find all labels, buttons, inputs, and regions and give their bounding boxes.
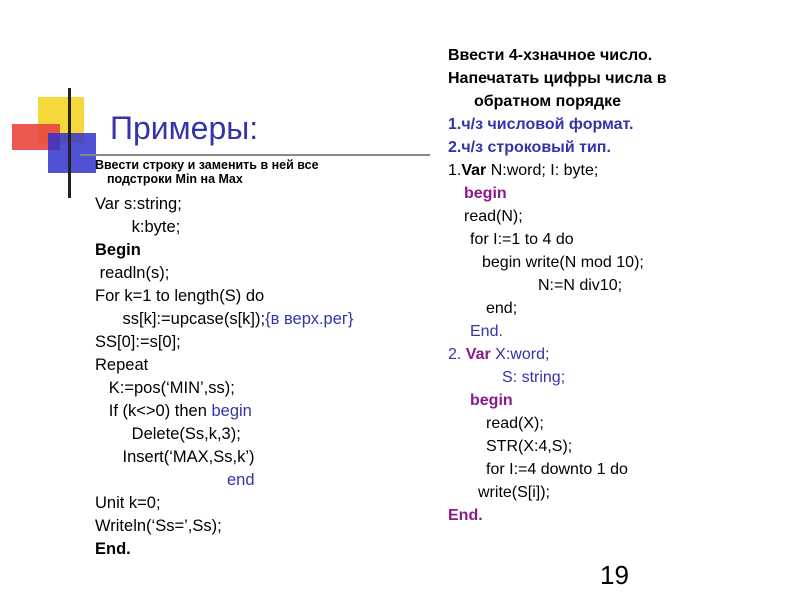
code-text: 2. [448, 346, 466, 363]
code-line: Begin [95, 241, 141, 259]
code-line: Repeat [95, 356, 149, 374]
code-comment: {в верх.рег} [265, 310, 354, 328]
code-line: S: string; [502, 369, 566, 386]
code-line: write(S[i]); [478, 484, 550, 501]
code-line [448, 343, 788, 366]
code-line: for I:=4 downto 1 do [486, 461, 628, 478]
code-line: begin write(N mod 10); [482, 254, 644, 271]
code-keyword: Var [465, 346, 491, 363]
slide-title: Примеры: [110, 110, 259, 146]
task-line-1: Ввести строку и заменить в ней все [95, 158, 319, 172]
task-description [95, 158, 319, 186]
code-line: STR(X:4,S); [486, 438, 573, 455]
code-line: end; [486, 300, 518, 317]
code-line: for I:=1 to 4 do [470, 231, 574, 248]
code-line: End. [448, 507, 483, 524]
code-line: Writeln(‘Ss=’,Ss); [95, 517, 222, 535]
code-text: N:word; I: byte; [486, 162, 599, 179]
code-line: end [227, 471, 255, 489]
code-line: Insert(‘MAX,Ss,k’) [95, 448, 255, 466]
code-line: Var s:string; [95, 195, 182, 213]
code-text: 1. [448, 162, 462, 179]
method-2: 2.ч/з строковый тип. [448, 139, 611, 156]
code-text: X:word; [490, 346, 550, 363]
right-text-block [448, 44, 788, 527]
code-line: N:=N div10; [538, 277, 623, 294]
code-line: Unit k=0; [95, 494, 161, 512]
decor-blue-square [48, 133, 96, 173]
code-line: End. [470, 323, 503, 340]
code-line [95, 308, 353, 331]
method-1: 1.ч/з числовой формат. [448, 116, 634, 133]
left-code-block [95, 193, 353, 561]
code-text: ss[k]:=upcase(s[k]); [95, 310, 266, 328]
code-text: If (k<>0) then [95, 402, 212, 420]
code-line: End. [95, 540, 131, 558]
code-line: Delete(Ss,k,3); [95, 425, 241, 443]
code-line: readln(s); [95, 264, 170, 282]
code-line: read(N); [464, 208, 523, 225]
code-line: K:=pos(‘MIN’,ss); [95, 379, 235, 397]
code-line [95, 400, 353, 423]
code-line: For k=1 to length(S) do [95, 287, 265, 305]
page-number: 19 [600, 560, 629, 590]
task-line-2: подстроки Min на Max [107, 172, 243, 186]
code-line: begin [464, 185, 507, 202]
task-text: Ввести 4-хзначное число. [448, 47, 653, 64]
code-keyword: Var [461, 162, 487, 179]
code-line [448, 159, 788, 182]
code-line: read(X); [486, 415, 544, 432]
code-line: SS[0]:=s[0]; [95, 333, 181, 351]
code-keyword: begin [211, 402, 252, 420]
code-line: begin [470, 392, 513, 409]
task-text: обратном порядке [474, 93, 622, 110]
decor-vertical-line [68, 88, 71, 198]
code-line: k:byte; [95, 218, 181, 236]
task-text: Напечатать цифры числа в [448, 70, 667, 87]
decor-horizontal-line [80, 154, 430, 156]
